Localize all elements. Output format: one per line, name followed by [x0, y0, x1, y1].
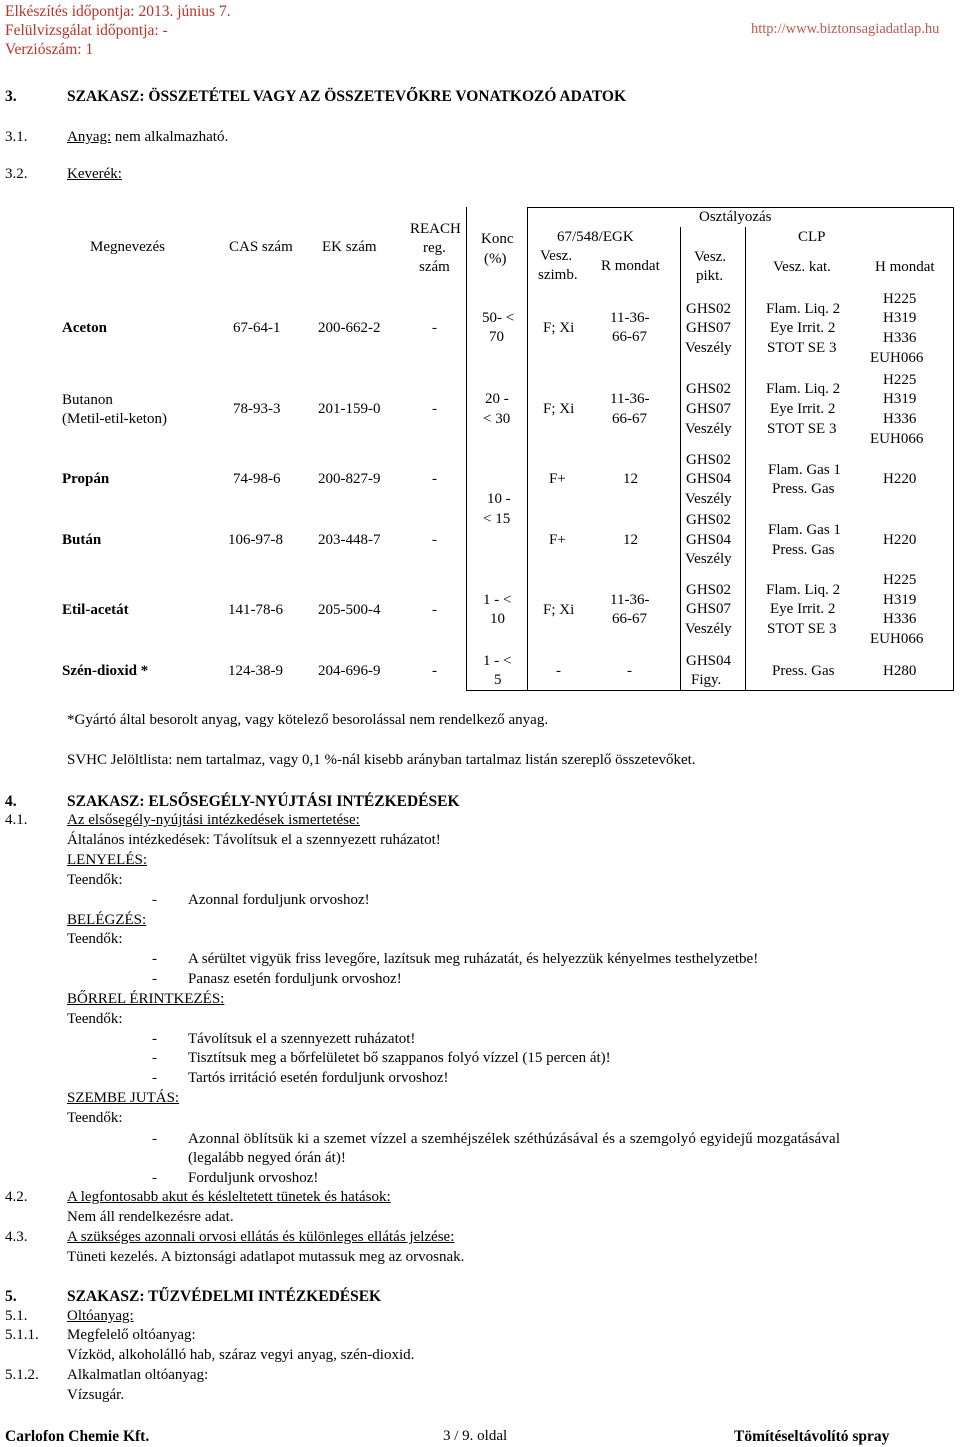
s31-number: 3.1. [5, 129, 28, 145]
row-szendioxid-reach: - [432, 663, 437, 679]
row-butan-cas: 106-97-8 [228, 532, 283, 548]
col-header-r-mondat: R mondat [601, 258, 660, 274]
row-butan-ek: 203-448-7 [318, 532, 381, 548]
row-aceton-cas: 67-64-1 [233, 320, 281, 336]
s512-title: Alkalmatlan oltóanyag: [67, 1367, 209, 1383]
row-etilacetat-r-2: 66-67 [612, 611, 647, 627]
s512-text: Vízsugár. [67, 1387, 125, 1403]
creation-date: Elkészítés időpontja: 2013. június 7. [5, 3, 231, 20]
footer-company: Carlofon Chemie Kft. [5, 1428, 150, 1445]
row-aceton-name: Aceton [62, 320, 107, 336]
row-butanon-kat-3: STOT SE 3 [767, 421, 837, 437]
col-header-konc-1: Konc [481, 231, 514, 247]
row-aceton-szimb: F; Xi [543, 320, 575, 336]
website-link[interactable]: http://www.biztonsagiadatlap.hu [751, 21, 940, 37]
row-butan-pikt-2: GHS04 [686, 532, 732, 548]
row-butanon-h-2: H319 [883, 391, 917, 407]
eye-item-1b: (legalább negyed órán át)! [188, 1150, 346, 1166]
row-butanon-konc-1: 20 - [485, 391, 509, 407]
s511-number: 5.1.1. [5, 1327, 39, 1343]
row-propan-kat-1: Flam. Gas 1 [768, 462, 841, 478]
s511-title: Megfelelő oltóanyag: [67, 1327, 196, 1343]
skin-todo-label: Teendők: [67, 1011, 123, 1027]
review-date: Felülvizsgálat időpontja: - [5, 22, 168, 39]
col-header-konc-2: (%) [484, 251, 507, 267]
row-butanon-kat-1: Flam. Liq. 2 [766, 381, 841, 397]
row-butanon-reach: - [432, 401, 437, 417]
section4-number: 4. [5, 793, 17, 810]
row-propan-pikt-3: Veszély [685, 491, 732, 507]
skin-item-3: Tartós irritáció esetén forduljunk orvoshoz! [188, 1070, 449, 1086]
eye-dash-1: - [152, 1131, 157, 1147]
row-propan-kat-2: Press. Gas [772, 481, 835, 497]
row-szendioxid-name: Szén-dioxid * [62, 663, 149, 679]
skin-item-2: Tisztítsuk meg a bőrfelületet bő szappanos folyó vízzel (15 percen át)! [188, 1050, 611, 1066]
row-etilacetat-kat-3: STOT SE 3 [767, 621, 837, 637]
row-etilacetat-r-1: 11-36- [610, 592, 650, 608]
row-butanon-kat-2: Eye Irrit. 2 [770, 401, 836, 417]
general-measures: Általános intézkedések: Távolítsuk el a szennyezett ruházatot! [67, 832, 441, 848]
s43-number: 4.3. [5, 1229, 28, 1245]
s41-number: 4.1. [5, 812, 28, 828]
row-butanon-r-2: 66-67 [612, 411, 647, 427]
row-etilacetat-reach: - [432, 602, 437, 618]
row-aceton-h-1: H225 [883, 291, 917, 307]
skin-heading: BŐRREL ÉRINTKEZÉS: [67, 991, 225, 1007]
section3-number: 3. [5, 88, 17, 105]
col-header-classification: Osztályozás [699, 209, 772, 225]
ingestion-item-1: Azonnal forduljunk orvoshoz! [188, 892, 370, 908]
s512-number: 5.1.2. [5, 1367, 39, 1383]
col-header-vesz-szimb-1: Vesz. [540, 248, 573, 264]
row-etilacetat-h-4: EUH066 [870, 631, 924, 647]
s31-line [67, 129, 228, 146]
row-butanon-name: Butanon [62, 392, 113, 408]
ingestion-dash-1: - [152, 892, 157, 908]
row-etilacetat-szimb: F; Xi [543, 602, 575, 618]
row-szendioxid-szimb: - [556, 663, 561, 679]
col-header-reach-3: szám [419, 259, 450, 275]
ingestion-heading: LENYELÉS: [67, 852, 147, 868]
section5-title: SZAKASZ: TŰZVÉDELMI INTÉZKEDÉSEK [67, 1288, 382, 1305]
footer-product: Tömítéseltávolító spray [734, 1428, 890, 1445]
row-aceton-pikt-3: Veszély [685, 340, 732, 356]
row-aceton-h-3: H336 [883, 330, 917, 346]
row-aceton-kat-3: STOT SE 3 [767, 340, 837, 356]
row-etilacetat-h-2: H319 [883, 592, 917, 608]
row-szendioxid-pikt-2: Figy. [691, 672, 722, 688]
row-szendioxid-h: H280 [883, 663, 917, 679]
row-szendioxid-ek: 204-696-9 [318, 663, 381, 679]
row-aceton-ek: 200-662-2 [318, 320, 381, 336]
row-butanon-pikt-2: GHS07 [686, 401, 732, 417]
s32-label: Keverék: [67, 166, 122, 182]
s511-text: Vízköd, alkoholálló hab, száraz vegyi anyag, szén-dioxid. [67, 1347, 415, 1363]
row-butanon-h-4: EUH066 [870, 431, 924, 447]
row-propan-cas: 74-98-6 [233, 471, 281, 487]
row-etilacetat-kat-2: Eye Irrit. 2 [770, 601, 836, 617]
section5-number: 5. [5, 1288, 17, 1305]
eye-todo-label: Teendők: [67, 1110, 123, 1126]
row-aceton-konc-1: 50- < [482, 310, 515, 326]
row-etilacetat-kat-1: Flam. Liq. 2 [766, 582, 841, 598]
col-header-h-mondat: H mondat [875, 259, 935, 275]
row-propan-szimb: F+ [549, 471, 566, 487]
row-butanon-r-1: 11-36- [610, 391, 650, 407]
row-butanon-pikt-3: Veszély [685, 421, 732, 437]
inhalation-dash-1: - [152, 951, 157, 967]
col-header-reach-2: reg. [423, 240, 446, 256]
row-butanon-konc-2: < 30 [483, 411, 511, 427]
row-aceton-h-4: EUH066 [870, 350, 924, 366]
row-etilacetat-h-1: H225 [883, 572, 917, 588]
s42-title: A legfontosabb akut és késleltetett tünetek és hatások: [67, 1189, 391, 1205]
col-header-name: Megnevezés [90, 239, 165, 255]
footer-page-number: 3 / 9. oldal [443, 1428, 508, 1444]
row-butan-name: Bután [62, 532, 102, 548]
row-propan-pikt-2: GHS04 [686, 471, 732, 487]
s42-number: 4.2. [5, 1189, 28, 1205]
skin-dash-1: - [152, 1031, 157, 1047]
s31-label: Anyag: [67, 129, 112, 145]
row-szendioxid-kat: Press. Gas [772, 663, 835, 679]
skin-dash-3: - [152, 1070, 157, 1086]
inhalation-dash-2: - [152, 971, 157, 987]
row-szendioxid-pikt-1: GHS04 [686, 653, 732, 669]
row-aceton-konc-2: 70 [489, 329, 504, 345]
eye-dash-2: - [152, 1170, 157, 1186]
row-etilacetat-pikt-3: Veszély [685, 621, 732, 637]
row-butan-kat-2: Press. Gas [772, 542, 835, 558]
row-butan-kat-1: Flam. Gas 1 [768, 522, 841, 538]
col-header-egk: 67/548/EGK [557, 229, 634, 245]
skin-item-1: Távolítsuk el a szennyezett ruházatot! [188, 1031, 416, 1047]
inhalation-item-2: Panasz esetén forduljunk orvoshoz! [188, 971, 402, 987]
row-butan-pikt-3: Veszély [685, 551, 732, 567]
shared-konc-1: 10 - [487, 491, 511, 507]
eye-item-2: Forduljunk orvoshoz! [188, 1170, 319, 1186]
row-etilacetat-pikt-1: GHS02 [686, 582, 732, 598]
row-butanon-h-3: H336 [883, 411, 917, 427]
note-manufacturer: *Gyártó által besorolt anyag, vagy kötelező besorolással nem rendelkező anyag. [67, 712, 549, 728]
row-butanon-cas: 78-93-3 [233, 401, 281, 417]
col-header-vesz-pikt-2: pikt. [696, 268, 724, 284]
row-etilacetat-name: Etil-acetát [62, 602, 129, 618]
shared-konc-2: < 15 [483, 511, 511, 527]
row-butan-pikt-1: GHS02 [686, 512, 732, 528]
row-butanon-h-1: H225 [883, 372, 917, 388]
row-etilacetat-konc-1: 1 - < [483, 592, 512, 608]
col-header-vesz-pikt-1: Vesz. [694, 249, 727, 265]
row-aceton-pikt-2: GHS07 [686, 320, 732, 336]
row-butanon-ek: 201-159-0 [318, 401, 381, 417]
row-butan-szimb: F+ [549, 532, 566, 548]
s32-number: 3.2. [5, 166, 28, 182]
col-header-vesz-szimb-2: szimb. [538, 267, 578, 283]
row-aceton-r-2: 66-67 [612, 329, 647, 345]
row-aceton-reach: - [432, 320, 437, 336]
row-propan-reach: - [432, 471, 437, 487]
col-header-ek: EK szám [322, 239, 377, 255]
row-szendioxid-r: - [627, 663, 632, 679]
col-header-reach-1: REACH [410, 221, 461, 237]
row-butan-r: 12 [623, 532, 638, 548]
s41-title: Az elsősegély-nyújtási intézkedések ismertetése: [67, 812, 360, 828]
row-szendioxid-konc-2: 5 [494, 672, 502, 688]
eye-heading: SZEMBE JUTÁS: [67, 1090, 180, 1106]
row-aceton-pikt-1: GHS02 [686, 301, 732, 317]
row-butan-reach: - [432, 532, 437, 548]
section3-title: SZAKASZ: ÖSSZETÉTEL VAGY AZ ÖSSZETEVŐKRE VONATKOZÓ ADATOK [67, 88, 627, 105]
row-butanon-szimb: F; Xi [543, 401, 575, 417]
col-header-cas: CAS szám [229, 239, 293, 255]
row-szendioxid-konc-1: 1 - < [483, 653, 512, 669]
col-header-clp: CLP [798, 229, 826, 245]
section4-title: SZAKASZ: ELSŐSEGÉLY-NYÚJTÁSI INTÉZKEDÉSEK [67, 793, 460, 810]
row-propan-h: H220 [883, 471, 917, 487]
s51-number: 5.1. [5, 1308, 28, 1324]
row-propan-pikt-1: GHS02 [686, 452, 732, 468]
row-etilacetat-cas: 141-78-6 [228, 602, 283, 618]
row-szendioxid-cas: 124-38-9 [228, 663, 283, 679]
inhalation-item-1: A sérültet vigyük friss levegőre, lazítsuk meg ruházatát, és helyezzük kényelmes testhelyzetbe! [188, 951, 759, 967]
s51-title: Oltóanyag: [67, 1308, 134, 1324]
row-butanon-pikt-1: GHS02 [686, 381, 732, 397]
row-aceton-r-1: 11-36- [610, 310, 650, 326]
inhalation-todo-label: Teendők: [67, 931, 123, 947]
version-number: Verziószám: 1 [5, 41, 94, 58]
skin-dash-2: - [152, 1050, 157, 1066]
ingestion-todo-label: Teendők: [67, 872, 123, 888]
row-etilacetat-pikt-2: GHS07 [686, 601, 732, 617]
row-etilacetat-ek: 205-500-4 [318, 602, 381, 618]
s43-text: Tüneti kezelés. A biztonsági adatlapot mutassuk meg az orvosnak. [67, 1249, 465, 1265]
eye-item-1a: Azonnal öblítsük ki a szemet vízzel a szemhéjszélek széthúzásával és a szemgolyó egyidejű mozgatásával [188, 1131, 841, 1147]
row-butan-h: H220 [883, 532, 917, 548]
row-butanon-name-2: (Metil-etil-keton) [62, 411, 167, 427]
row-etilacetat-konc-2: 10 [490, 611, 505, 627]
s42-text: Nem áll rendelkezésre adat. [67, 1209, 234, 1225]
inhalation-heading: BELÉGZÉS: [67, 912, 147, 928]
s31-text: nem alkalmazható. [111, 129, 229, 145]
row-propan-r: 12 [623, 471, 638, 487]
s43-title: A szükséges azonnali orvosi ellátás és különleges ellátás jelzése: [67, 1229, 455, 1245]
row-aceton-h-2: H319 [883, 310, 917, 326]
row-aceton-kat-1: Flam. Liq. 2 [766, 301, 841, 317]
note-svhc: SVHC Jelöltlista: nem tartalmaz, vagy 0,1 %-nál kisebb arányban tartalmaz listán szereplő összetevőket. [67, 752, 696, 768]
row-aceton-kat-2: Eye Irrit. 2 [770, 320, 836, 336]
row-propan-ek: 200-827-9 [318, 471, 381, 487]
row-propan-name: Propán [62, 471, 110, 487]
col-header-vesz-kat: Vesz. kat. [773, 259, 831, 275]
row-etilacetat-h-3: H336 [883, 611, 917, 627]
